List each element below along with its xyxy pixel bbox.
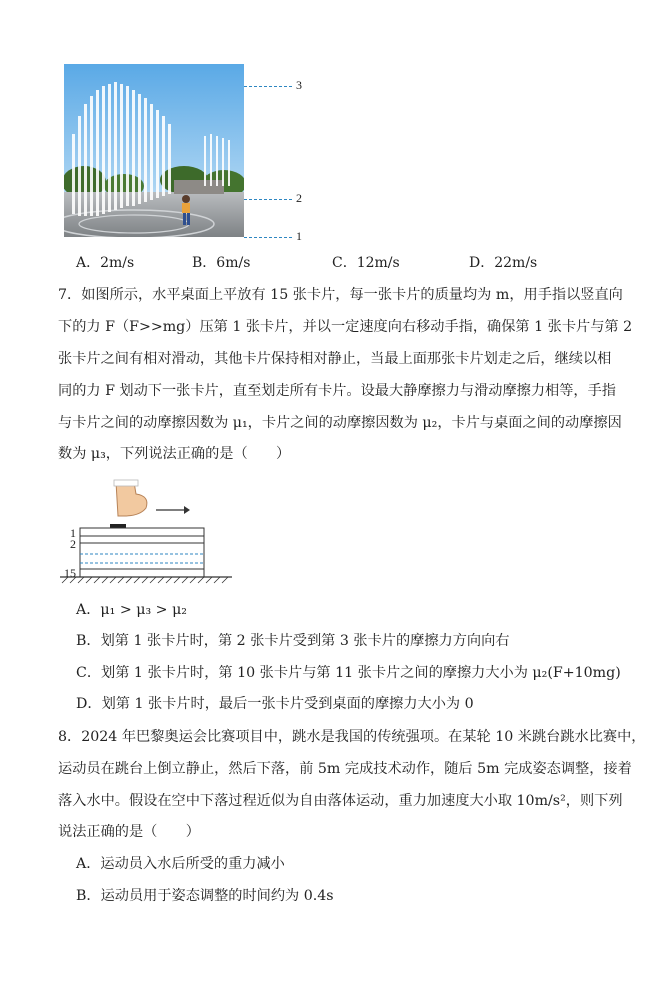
q7-line-6: 数为 μ₃，下列说法正确的是（ ） [58, 446, 291, 462]
q7-line-5: 与卡片之间的动摩擦因数为 μ₁，卡片之间的动摩擦因数为 μ₂，卡片与桌面之间的动摩擦因 [58, 415, 622, 431]
q7-line-1: 7．如图所示，水平桌面上平放有 15 张卡片，每一张卡片的质量均为 m，用手指以竖直向 [58, 287, 623, 303]
q8-option-b: B．运动员用于姿态调整的时间约为 0.4s [76, 888, 334, 904]
card-label-2: 2 [70, 537, 76, 551]
q7-option-c: C．划第 1 张卡片时，第 10 张卡片与第 11 张卡片之间的摩擦力大小为 μ₂(F+10mg) [76, 665, 621, 681]
q6-option-a: A．2m/s [76, 255, 135, 271]
q8-line-1: 8．2024 年巴黎奥运会比赛项目中，跳水是我国的传统强项。在某轮 10 米跳台跳水比赛中， [58, 729, 646, 745]
q7-option-d: D．划第 1 张卡片时，最后一张卡片受到桌面的摩擦力大小为 0 [76, 696, 474, 712]
q7-line-2: 下的力 F（F>>mg）压第 1 张卡片，并以一定速度向右移动手指，确保第 1 张卡片与第 2 [58, 319, 633, 335]
q6-option-d: D．22m/s [469, 255, 538, 271]
card-stack-figure [60, 478, 240, 588]
q6-option-c: C．12m/s [332, 255, 400, 271]
q7-option-b: B．划第 1 张卡片时，第 2 张卡片受到第 3 张卡片的摩擦力方向向右 [76, 633, 510, 649]
q7-line-3: 张卡片之间有相对滑动，其他卡片保持相对静止，当最上面那张卡片划走之后，继续以相 [58, 351, 612, 367]
q8-option-a: A．运动员入水后所受的重力减小 [76, 856, 285, 872]
card-stack-diagram [60, 478, 240, 588]
level-3-line [244, 86, 292, 87]
q8-line-4: 说法正确的是（ ） [58, 824, 200, 840]
q7-line-4: 同的力 F 划动下一张卡片，直至划走所有卡片。设最大静摩擦力与滑动摩擦力相等，手指 [58, 383, 616, 399]
q8-line-3: 落入水中。假设在空中下落过程近似为自由落体运动，重力加速度大小取 10m/s²，则下列 [58, 793, 623, 809]
card-label-15: 15 [64, 566, 76, 580]
level-1-line [244, 237, 292, 238]
q7-option-a: A．μ₁ > μ₃ > μ₂ [76, 602, 187, 618]
level-label-1: 1 [296, 229, 302, 243]
level-2-line [244, 199, 292, 200]
level-label-2: 2 [296, 191, 302, 205]
q6-option-b: B．6m/s [192, 255, 251, 271]
fountain-figure [64, 64, 244, 237]
level-label-3: 3 [296, 78, 302, 92]
card-label-1: 1 [70, 526, 76, 540]
fountain-photo [64, 64, 244, 237]
q8-line-2: 运动员在跳台上倒立静止，然后下落，前 5m 完成技术动作，随后 5m 完成姿态调整，接着 [58, 761, 632, 777]
